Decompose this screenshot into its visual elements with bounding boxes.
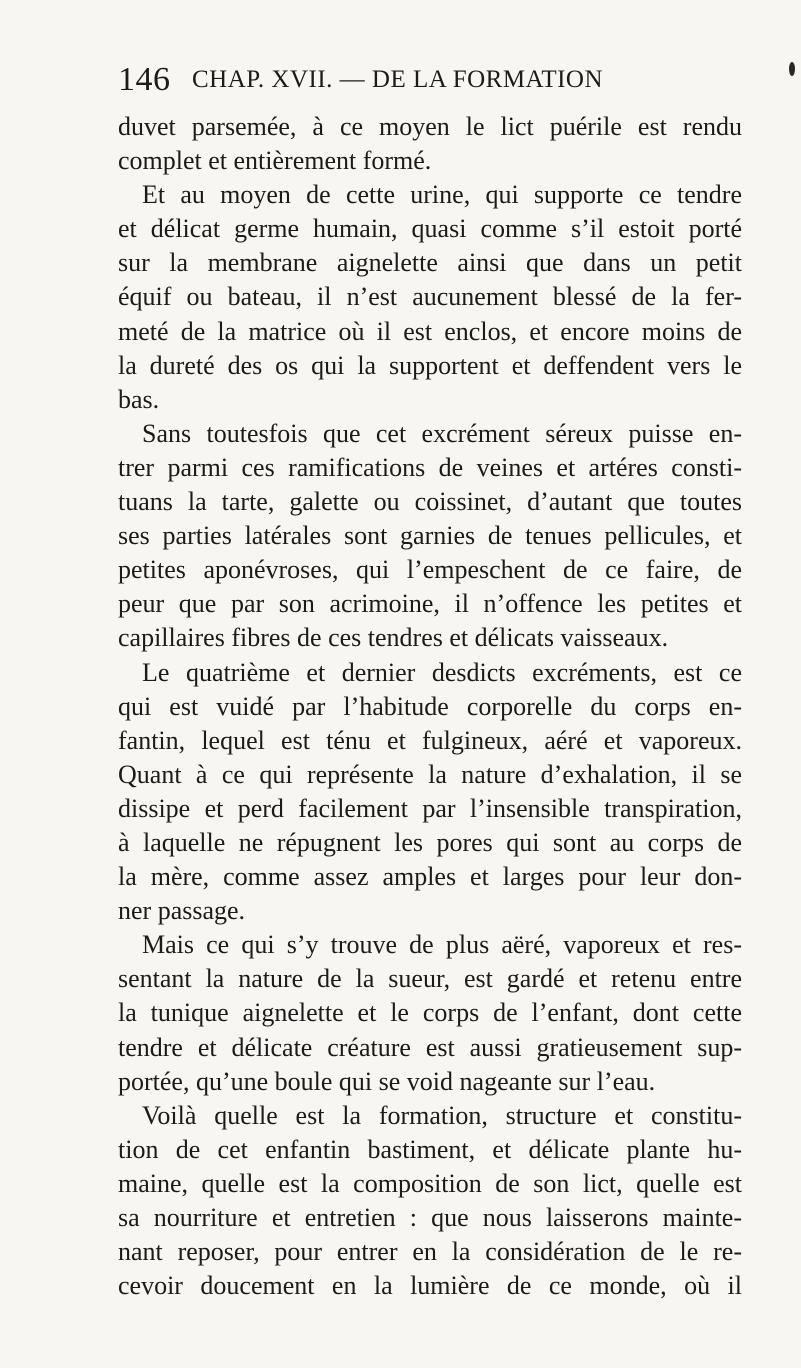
text-line: Quant à ce qui représente la nature d’exhalation, il se — [118, 759, 742, 789]
text-line: dissipe et perd facilement par l’insensible transpiration, — [118, 793, 742, 823]
text-line: la tunique aignelette et le corps de l’enfant, dont cette — [118, 998, 742, 1028]
paragraph-start-line: Le quatrième et dernier desdicts excréments, est ce — [142, 657, 742, 687]
text-line: sa nourriture et entretien : que nous laisserons mainte- — [118, 1203, 742, 1232]
text-line: équif ou bateau, il n’est aucunement blessé de la fer- — [118, 282, 742, 312]
text-line: ner passage. — [118, 896, 246, 926]
paragraph-start-line: Mais ce qui s’y trouve de plus aëré, vaporeux et res- — [142, 930, 742, 960]
paragraph-start-line: Sans toutesfois que cet excrément séreux puisse en- — [142, 418, 742, 448]
paragraph-start-line: Et au moyen de cette urine, qui supporte ce tendre — [142, 180, 742, 210]
text-line: et délicat germe humain, quasi comme s’il estoit porté — [118, 214, 742, 244]
running-head: CHAP. XVII. — DE LA FORMATION — [192, 66, 604, 93]
text-line: tion de cet enfantin bastiment, et délicate plante hu- — [118, 1134, 742, 1164]
text-line: cevoir doucement en la lumière de ce monde, où il — [118, 1271, 742, 1301]
ink-speck — [789, 62, 795, 76]
page-header — [118, 60, 742, 100]
text-line: fantin, lequel est ténu et fulgineux, aéré et vaporeux. — [118, 725, 742, 755]
text-line: petites aponévroses, qui l’empeschent de ce faire, de — [118, 555, 742, 585]
text-line: la mère, comme assez amples et larges pour leur don- — [118, 862, 742, 892]
text-line: maine, quelle est la composition de son lict, quelle est — [118, 1168, 742, 1198]
text-line: peur que par son acrimoine, il n’offence les petites et — [118, 589, 742, 619]
text-line: qui est vuidé par l’habitude corporelle du corps en- — [118, 691, 742, 721]
text-line: portée, qu’une boule qui se void nageante sur l’eau. — [118, 1066, 656, 1096]
text-line: sentant la nature de la sueur, est gardé et retenu entre — [118, 964, 742, 994]
body-text — [118, 110, 742, 1303]
text-line: tendre et délicate créature est aussi gratieusement sup- — [118, 1032, 742, 1062]
text-line: meté de la matrice où il est enclos, et encore moins de — [118, 316, 742, 346]
text-line: duvet parsemée, à ce moyen le lict puérile est rendu — [118, 112, 742, 141]
text-line: complet et entièrement formé. — [118, 146, 432, 176]
text-line: sur la membrane aignelette ainsi que dans un petit — [118, 248, 742, 278]
page-number: 146 — [118, 61, 171, 98]
text-line: trer parmi ces ramifications de veines et artéres consti- — [118, 452, 742, 482]
text-line: nant reposer, pour entrer en la considération de le re- — [118, 1237, 742, 1267]
paragraph-start-line: Voilà quelle est la formation, structure et constitu- — [142, 1100, 742, 1130]
text-line: tuans la tarte, galette ou coissinet, d’autant que toutes — [118, 487, 742, 517]
text-line: capillaires fibres de ces tendres et délicats vaisseaux. — [118, 623, 669, 653]
text-line: la dureté des os qui la supportent et deffendent vers le — [118, 350, 742, 380]
text-line: bas. — [118, 384, 160, 414]
text-line: ses parties latérales sont garnies de tenues pellicules, et — [118, 521, 742, 551]
text-line: à laquelle ne répugnent les pores qui sont au corps de — [118, 827, 742, 857]
